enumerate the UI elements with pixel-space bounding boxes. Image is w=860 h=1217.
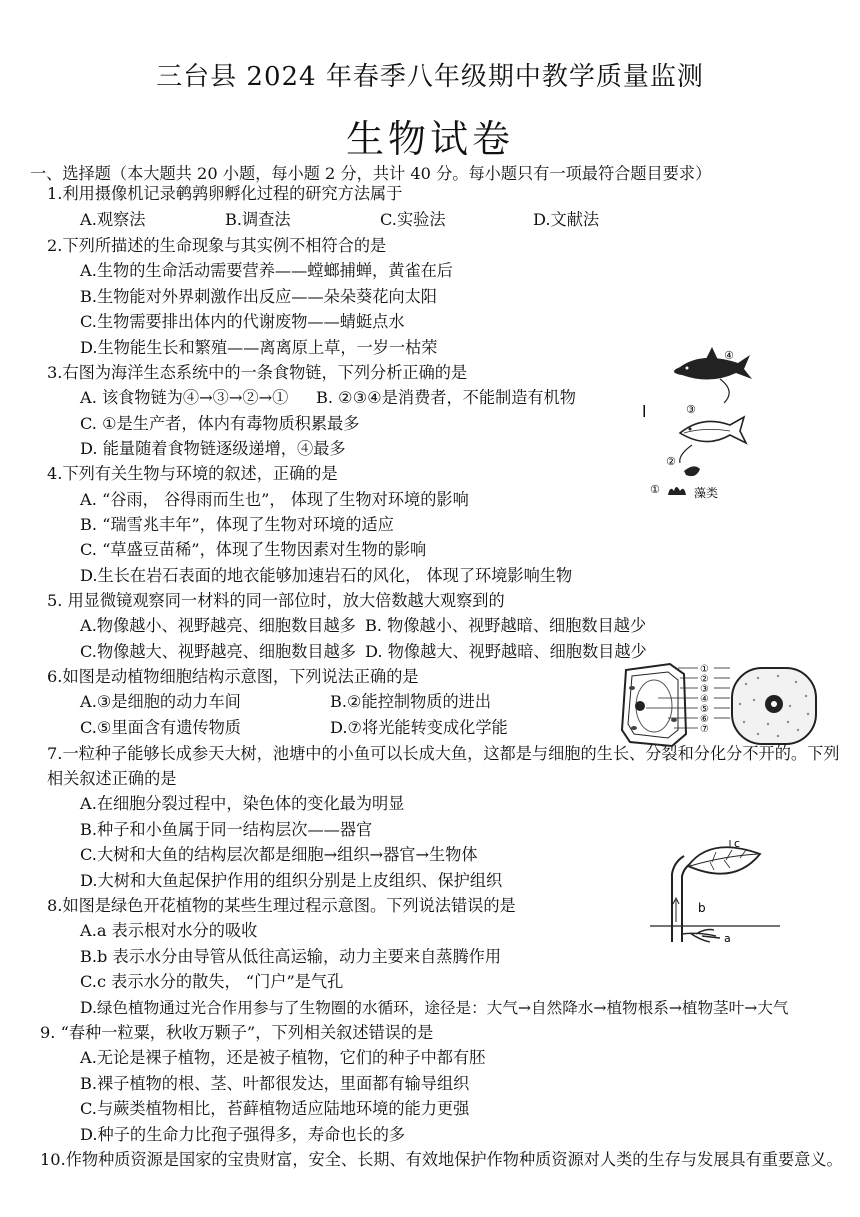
shark-drawing — [674, 347, 752, 380]
question-2-option-a: A.生物的生命活动需要营养——螳螂捕蝉，黄雀在后 — [80, 261, 453, 280]
question-2-option-d: D.生物能生长和繁殖——离离原上草，一岁一枯荣 — [80, 338, 438, 357]
question-2-stem: 2.下列所描述的生命现象与其实例不相符合的是 — [47, 236, 387, 255]
question-6-option-a: A.③是细胞的动力车间 — [80, 692, 241, 711]
plant-water-figure — [650, 838, 790, 948]
question-7-option-c: C.大树和大鱼的结构层次都是细胞→组织→器官→生物体 — [80, 845, 478, 864]
question-7-stem-continued: 相关叙述正确的是 — [47, 769, 177, 788]
cell-label-lines — [646, 668, 730, 728]
question-1-option-b: B.调查法 — [225, 210, 291, 229]
question-5-option-b: B. 物像越小、视野越暗、细胞数目越少 — [365, 616, 647, 635]
cell-structure-figure — [618, 660, 828, 750]
fish-drawing — [680, 417, 746, 443]
food-chain-figure — [640, 345, 760, 505]
question-3-option-b: B. ②③④是消费者，不能制造有机物 — [316, 388, 576, 407]
question-9-option-c: C.与蕨类植物相比，苔藓植物适应陆地环境的能力更强 — [80, 1099, 470, 1118]
question-8-option-c: C.c 表示水分的散失， “门户”是气孔 — [80, 972, 344, 991]
plant-drawing — [650, 840, 780, 942]
question-3-option-a: A. 该食物链为④→③→②→① — [80, 388, 289, 407]
question-6-option-b: B.②能控制物质的进出 — [330, 692, 492, 711]
question-9-option-b: B.裸子植物的根、茎、叶都很发达，里面都有输导组织 — [80, 1074, 470, 1093]
question-4-stem: 4.下列有关生物与环境的叙述，正确的是 — [47, 464, 338, 483]
cell-label-1: ① — [700, 664, 709, 675]
question-5-option-a: A.物像越小、视野越亮、细胞数目越多 — [80, 616, 356, 635]
cell-label-6: ⑥ — [700, 714, 709, 725]
section-heading: 一、选择题（本大题共 20 小题，每小题 2 分，共计 40 分。每小题只有一项最符合题目要求） — [30, 164, 712, 183]
question-9-option-d: D.种子的生命力比孢子强得多，寿命也长的多 — [80, 1125, 406, 1144]
food-chain-algae-label: 藻类 — [694, 486, 719, 500]
question-2-option-c: C.生物需要排出体内的代谢废物——蜻蜓点水 — [80, 312, 405, 331]
algae-drawing — [668, 487, 686, 495]
question-4-option-b: B. “瑞雪兆丰年”，体现了生物对环境的适应 — [80, 515, 394, 534]
question-9-option-a: A.无论是裸子植物，还是被子植物，它们的种子中都有胚 — [80, 1048, 486, 1067]
stray-mark: l — [642, 402, 647, 421]
question-3-option-d: D. 能量随着食物链逐级递增，④最多 — [80, 439, 346, 458]
question-6-option-d: D.⑦将光能转变成化学能 — [330, 718, 508, 737]
animal-cell-drawing — [732, 668, 816, 744]
question-8-option-a: A.a 表示根对水分的吸收 — [80, 921, 258, 940]
shrimp-drawing — [684, 466, 700, 476]
food-chain-label-2: ② — [666, 455, 676, 468]
question-10-stem: 10.作物种质资源是国家的宝贵财富，安全、长期、有效地保护作物种质资源对人类的生存与发展具有重要意义。 — [40, 1150, 843, 1169]
exam-subtitle: 生物试卷 — [345, 117, 514, 161]
cell-label-2: ② — [700, 674, 709, 685]
question-8-option-b: B.b 表示水分由导管从低往高运输，动力主要来自蒸腾作用 — [80, 947, 502, 966]
cell-label-3: ③ — [700, 684, 709, 695]
question-3-stem: 3.右图为海洋生态系统中的一条食物链，下列分析正确的是 — [47, 363, 468, 382]
cell-label-4: ④ — [700, 694, 709, 705]
question-1-option-a: A.观察法 — [80, 210, 146, 229]
question-8-option-d: D.绿色植物通过光合作用参与了生物圈的水循环，途径是：大气→自然降水→植物根系→植物茎叶→大气 — [80, 999, 789, 1017]
question-1-option-d: D.文献法 — [533, 210, 600, 229]
question-5-stem: 5. 用显微镜观察同一材料的同一部位时，放大倍数越大观察到的 — [47, 591, 505, 610]
question-5-option-c: C.物像越大、视野越亮、细胞数目越多 — [80, 642, 356, 661]
plant-label-b: b — [698, 901, 706, 915]
question-4-option-a: A. “谷雨， 谷得雨而生也”， 体现了生物对环境的影响 — [80, 490, 469, 509]
question-1-option-c: C.实验法 — [380, 210, 446, 229]
question-4-option-d: D.生长在岩石表面的地衣能够加速岩石的风化， 体现了环境影响生物 — [80, 566, 573, 585]
question-2-option-b: B.生物能对外界刺激作出反应——朵朵葵花向太阳 — [80, 287, 437, 306]
plant-cell-drawing — [622, 664, 686, 746]
question-7-option-a: A.在细胞分裂过程中，染色体的变化最为明显 — [80, 794, 405, 813]
food-chain-label-1: ① — [650, 483, 660, 496]
question-7-option-b: B.种子和小鱼属于同一结构层次——器官 — [80, 820, 373, 839]
question-1-stem: 1.利用摄像机记录鹌鹑卵孵化过程的研究方法属于 — [47, 184, 403, 203]
cell-labels — [700, 664, 709, 735]
exam-title: 三台县 2024 年春季八年级期中教学质量监测 — [156, 62, 704, 92]
question-4-option-c: C. “草盛豆苗稀”，体现了生物因素对生物的影响 — [80, 540, 427, 559]
plant-label-a: a — [724, 932, 731, 945]
cell-label-7: ⑦ — [700, 724, 709, 735]
food-chain-label-3: ③ — [686, 403, 696, 416]
question-9-stem: 9. “春种一粒粟，秋收万颗子”，下列相关叙述错误的是 — [40, 1023, 434, 1042]
cell-label-5: ⑤ — [700, 704, 709, 715]
question-7-stem: 7.一粒种子能够长成参天大树，池塘中的小鱼可以长成大鱼，这都是与细胞的生长、分裂和分化分不开的。下列 — [47, 744, 840, 763]
question-6-stem: 6.如图是动植物细胞结构示意图，下列说法正确的是 — [47, 667, 419, 686]
plant-label-c: c — [734, 838, 741, 850]
question-5-option-d: D. 物像越大、视野越暗、细胞数目越少 — [365, 642, 647, 661]
question-6-option-c: C.⑤里面含有遗传物质 — [80, 718, 241, 737]
food-chain-label-4: ④ — [724, 349, 734, 362]
question-3-option-c: C. ①是生产者，体内有毒物质积累最多 — [80, 414, 360, 433]
question-8-stem: 8.如图是绿色开花植物的某些生理过程示意图。下列说法错误的是 — [47, 896, 516, 915]
question-7-option-d: D.大树和大鱼起保护作用的组织分别是上皮组织、保护组织 — [80, 871, 503, 890]
